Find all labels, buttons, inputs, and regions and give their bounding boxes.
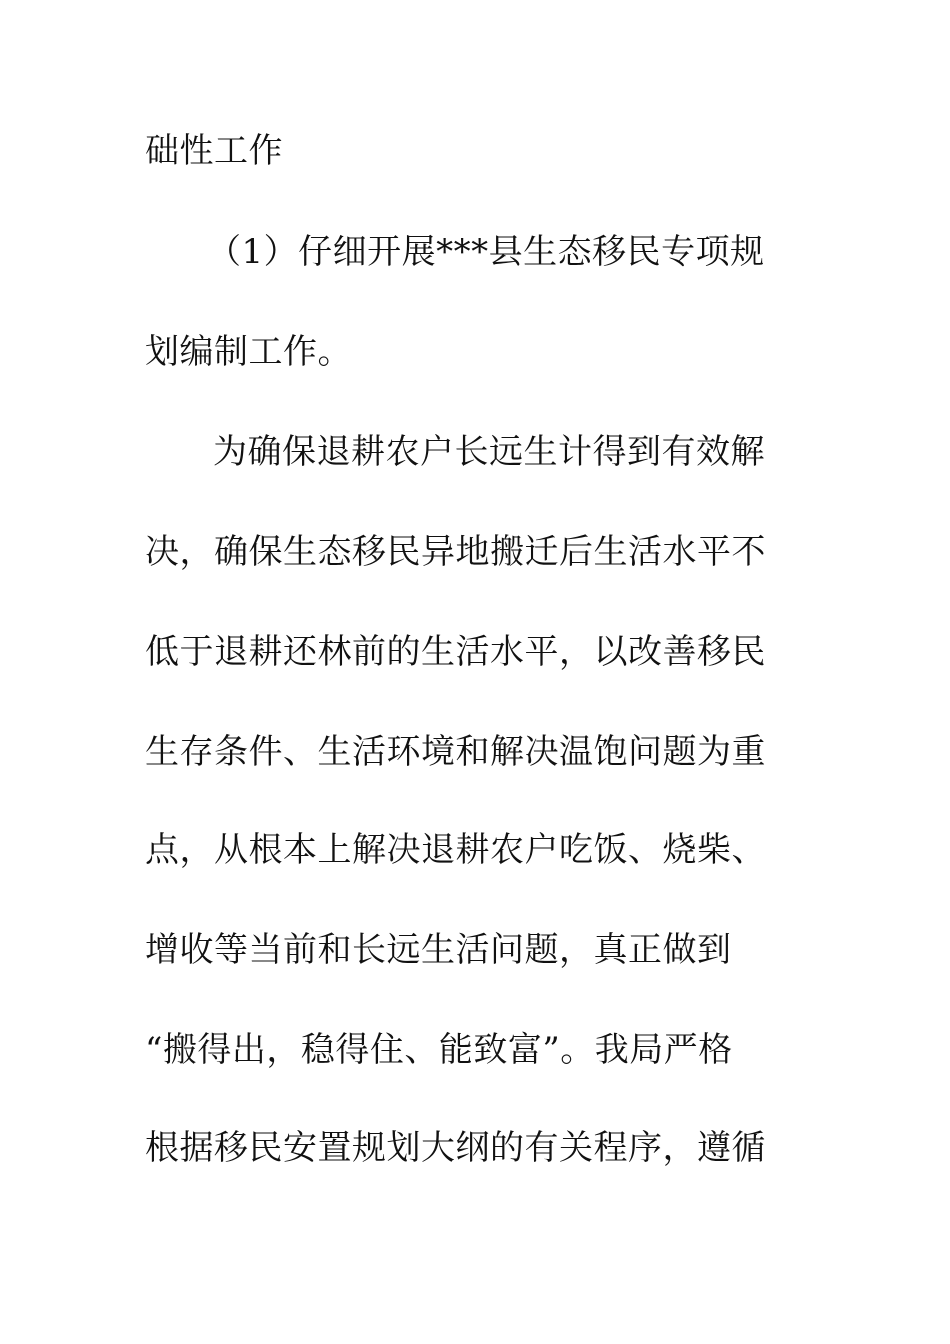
- text-line-1: 础性工作: [145, 131, 283, 171]
- section-heading-line-2: 划编制工作。: [145, 332, 352, 372]
- section-heading-line-1: （1）仔细开展***县生态移民专项规: [207, 232, 765, 272]
- paragraph-line-4: 生存条件、生活环境和解决温饱问题为重: [145, 732, 766, 772]
- paragraph-line-6: 增收等当前和长远生活问题，真正做到: [145, 930, 732, 970]
- paragraph-line-2: 决，确保生态移民异地搬迁后生活水平不: [145, 532, 766, 572]
- paragraph-line-8: 根据移民安置规划大纲的有关程序，遵循: [145, 1128, 766, 1168]
- paragraph-line-7: “搬得出，稳得住、能致富”。我局严格: [145, 1030, 733, 1070]
- paragraph-line-5: 点，从根本上解决退耕农户吃饭、烧柴、: [145, 830, 766, 870]
- paragraph-line-3: 低于退耕还林前的生活水平，以改善移民: [145, 632, 766, 672]
- paragraph-line-1: 为确保退耕农户长远生计得到有效解: [213, 432, 765, 472]
